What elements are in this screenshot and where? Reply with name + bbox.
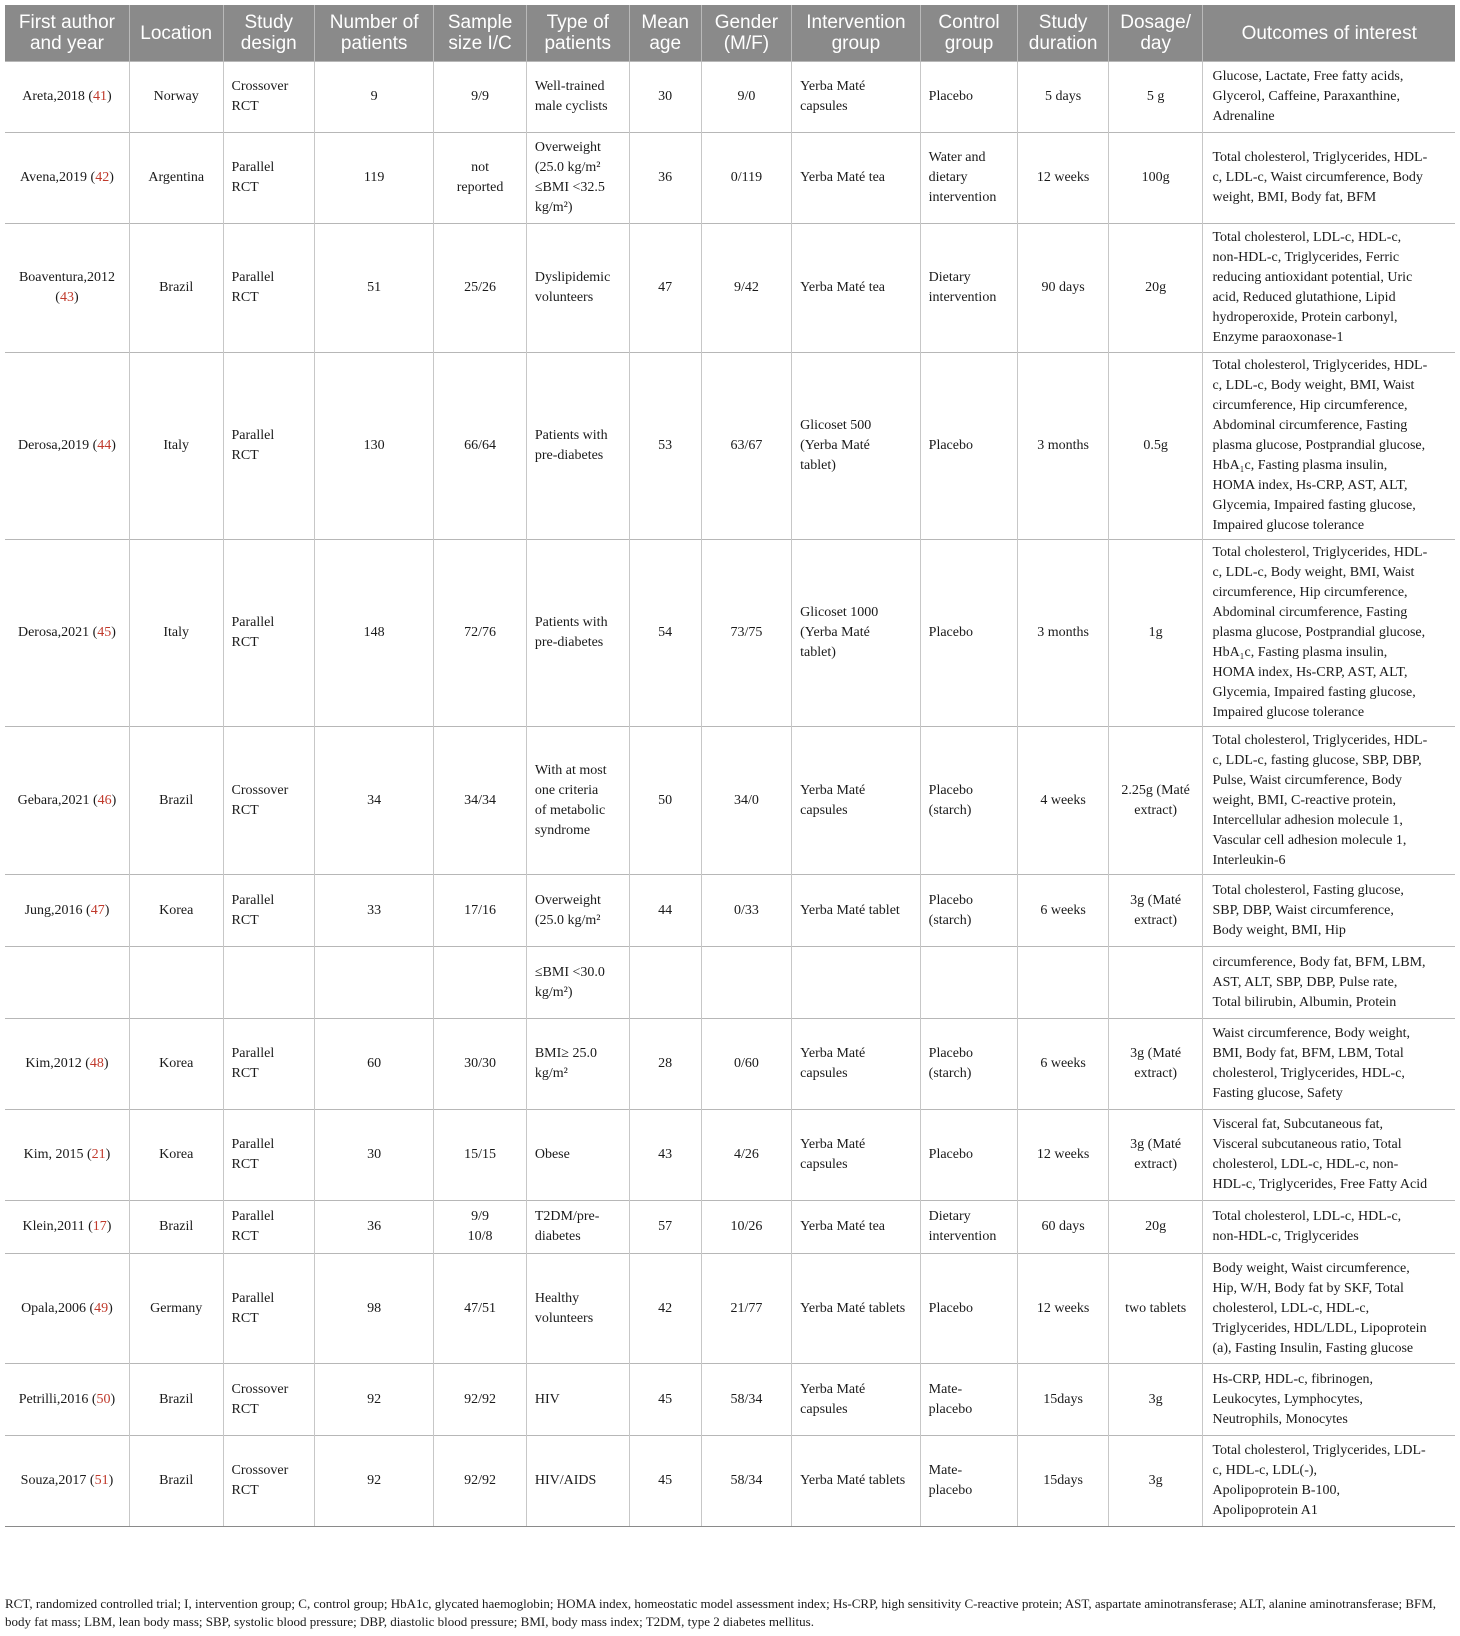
cell-intervention: Yerba Maté tablet: [792, 875, 921, 947]
cell-location: Italy: [129, 353, 223, 540]
cell-control: Placebo (starch): [920, 1019, 1018, 1110]
cell-duration: 6 weeks: [1018, 875, 1108, 947]
table-row: [5, 1364, 1455, 1436]
cell-sample-size: 15/15: [434, 1110, 527, 1201]
cell-duration: 90 days: [1018, 224, 1108, 353]
cell-control: Placebo: [920, 540, 1018, 727]
cell-design: Crossover RCT: [223, 1436, 315, 1527]
cell-mean-age: 54: [629, 540, 701, 727]
cell-sample-size: 72/76: [434, 540, 527, 727]
cell-mean-age: 47: [629, 224, 701, 353]
cell-author: Jung,2016 (47): [5, 875, 129, 947]
cell-intervention: Yerba Maté capsules: [792, 727, 921, 875]
cell-mean-age: [629, 947, 701, 1019]
cell-mean-age: 43: [629, 1110, 701, 1201]
cell-patient-type: ≤BMI <30.0 kg/m²): [526, 947, 629, 1019]
cell-patients: 92: [315, 1364, 434, 1436]
cell-control: Mate- placebo: [920, 1436, 1018, 1527]
cell-sample-size: 66/64: [434, 353, 527, 540]
author-year: Souza,2017: [20, 1473, 87, 1488]
cell-control: Placebo (starch): [920, 727, 1018, 875]
cell-gender: 0/60: [701, 1019, 791, 1110]
author-year: Klein,2011: [22, 1219, 85, 1234]
cell-control: Placebo (starch): [920, 875, 1018, 947]
cell-author: Derosa,2019 (44): [5, 353, 129, 540]
cell-outcomes: Visceral fat, Subcutaneous fat, Visceral subcutaneous ratio, Total cholesterol, LDL-c, HDL-c, non- HDL-c, Triglycerides, Free Fatty Acid: [1203, 1110, 1455, 1201]
cell-mean-age: 45: [629, 1364, 701, 1436]
cell-gender: 58/34: [701, 1364, 791, 1436]
cell-sample-size: [434, 947, 527, 1019]
cell-intervention: Yerba Maté capsules: [792, 62, 921, 133]
col-header-sample-size: Sample size I/C: [434, 5, 527, 62]
cell-mean-age: 30: [629, 62, 701, 133]
cell-outcomes: circumference, Body fat, BFM, LBM, AST, ALT, SBP, DBP, Pulse rate, Total bilirubin, Albumin, Protein: [1203, 947, 1455, 1019]
cell-design: [223, 947, 315, 1019]
cell-location: Brazil: [129, 727, 223, 875]
cell-patient-type: BMI≥ 25.0 kg/m²: [526, 1019, 629, 1110]
author-year: Kim,2012: [25, 1056, 82, 1071]
cell-patients: 148: [315, 540, 434, 727]
reference-link[interactable]: 43: [59, 290, 74, 305]
cell-duration: 15days: [1018, 1436, 1108, 1527]
cell-dosage: 3g (Maté extract): [1108, 1019, 1203, 1110]
reference-link[interactable]: 21: [91, 1147, 106, 1162]
cell-mean-age: 44: [629, 875, 701, 947]
cell-outcomes: Hs-CRP, HDL-c, fibrinogen, Leukocytes, Lymphocytes, Neutrophils, Monocytes: [1203, 1364, 1455, 1436]
cell-intervention: Yerba Maté tablets: [792, 1436, 921, 1527]
cell-intervention: Yerba Maté tablets: [792, 1254, 921, 1364]
cell-duration: 4 weeks: [1018, 727, 1108, 875]
cell-dosage: 100g: [1108, 133, 1203, 224]
cell-location: Italy: [129, 540, 223, 727]
cell-author: Kim, 2015 (21): [5, 1110, 129, 1201]
cell-control: Water and dietary intervention: [920, 133, 1018, 224]
cell-duration: 12 weeks: [1018, 133, 1108, 224]
cell-gender: 9/0: [701, 62, 791, 133]
cell-patient-type: T2DM/pre- diabetes: [526, 1201, 629, 1254]
cell-outcomes: Total cholesterol, LDL-c, HDL-c, non-HDL-c, Triglycerides, Ferric reducing antioxidant potential, Uric acid, Reduced glutathione, Lipid hydroperoxide, Protein carbonyl, Enzyme paraoxonase-1: [1203, 224, 1455, 353]
cell-patients: 34: [315, 727, 434, 875]
cell-outcomes: Total cholesterol, Triglycerides, HDL- c, LDL-c, fasting glucose, SBP, DBP, Pulse, Waist circumference, Body weight, BMI, C-reactive protein, Intercellular adhesion molecule 1, Vascular cell adhesion molecule 1, Interleukin-6: [1203, 727, 1455, 875]
cell-mean-age: 57: [629, 1201, 701, 1254]
cell-gender: 63/67: [701, 353, 791, 540]
cell-outcomes: Total cholesterol, Triglycerides, HDL- c, LDL-c, Body weight, BMI, Waist circumference, Hip circumference, Abdominal circumference, Fasting plasma glucose, Postprandial glucose, HbA₁c, Fasting plasma insulin, HOMA index, Hs-CRP, AST, ALT, Glycemia, Impaired fasting glucose, Impaired glucose tolerance: [1203, 540, 1455, 727]
cell-gender: 73/75: [701, 540, 791, 727]
table-row: [5, 727, 1455, 875]
cell-author: Petrilli,2016 (50): [5, 1364, 129, 1436]
reference-link[interactable]: 44: [97, 438, 112, 453]
cell-duration: [1018, 947, 1108, 1019]
cell-sample-size: 9/9 10/8: [434, 1201, 527, 1254]
cell-outcomes: Total cholesterol, Fasting glucose, SBP, DBP, Waist circumference, Body weight, BMI, Hip: [1203, 875, 1455, 947]
cell-intervention: Yerba Maté tea: [792, 224, 921, 353]
cell-dosage: [1108, 947, 1203, 1019]
cell-design: Parallel RCT: [223, 133, 315, 224]
cell-outcomes: Waist circumference, Body weight, BMI, Body fat, BFM, LBM, Total cholesterol, Triglycerides, HDL-c, Fasting glucose, Safety: [1203, 1019, 1455, 1110]
cell-control: [920, 947, 1018, 1019]
cell-author: Derosa,2021 (45): [5, 540, 129, 727]
cell-patient-type: Patients with pre-diabetes: [526, 353, 629, 540]
cell-sample-size: 30/30: [434, 1019, 527, 1110]
cell-dosage: 20g: [1108, 224, 1203, 353]
table-row: [5, 133, 1455, 224]
cell-intervention: Yerba Maté capsules: [792, 1110, 921, 1201]
col-header-design: Study design: [223, 5, 315, 62]
cell-patients: 98: [315, 1254, 434, 1364]
cell-author: Gebara,2021 (46): [5, 727, 129, 875]
table-row: [5, 353, 1455, 540]
cell-sample-size: 25/26: [434, 224, 527, 353]
cell-gender: 58/34: [701, 1436, 791, 1527]
cell-location: Argentina: [129, 133, 223, 224]
author-year: Kim, 2015: [23, 1147, 84, 1162]
cell-design: Parallel RCT: [223, 875, 315, 947]
cell-intervention: Yerba Maté tea: [792, 133, 921, 224]
reference-link[interactable]: 50: [96, 1391, 111, 1407]
cell-location: Brazil: [129, 1436, 223, 1527]
reference-link[interactable]: 51: [94, 1473, 109, 1488]
author-year: Petrilli,2016: [18, 1391, 89, 1407]
cell-dosage: 1g: [1108, 540, 1203, 727]
reference-link[interactable]: 41: [93, 89, 107, 104]
cell-intervention: Glicoset 500 (Yerba Maté tablet): [792, 353, 921, 540]
cell-mean-age: 42: [629, 1254, 701, 1364]
cell-control: Placebo: [920, 1254, 1018, 1364]
cell-mean-age: 28: [629, 1019, 701, 1110]
cell-duration: 60 days: [1018, 1201, 1108, 1254]
cell-design: Crossover RCT: [223, 62, 315, 133]
cell-design: Parallel RCT: [223, 1254, 315, 1364]
cell-mean-age: 36: [629, 133, 701, 224]
cell-sample-size: not reported: [434, 133, 527, 224]
cell-outcomes: Total cholesterol, Triglycerides, LDL- c, HDL-c, LDL(-), Apolipoprotein B-100, Apolipoprotein A1: [1203, 1436, 1455, 1527]
cell-location: Germany: [129, 1254, 223, 1364]
cell-location: Korea: [129, 875, 223, 947]
cell-dosage: 3g (Maté extract): [1108, 1110, 1203, 1201]
cell-control: Placebo: [920, 353, 1018, 540]
cell-patient-type: Overweight (25.0 kg/m² ≤BMI <32.5 kg/m²): [526, 133, 629, 224]
cell-gender: 0/33: [701, 875, 791, 947]
cell-author: Opala,2006 (49): [5, 1254, 129, 1364]
cell-sample-size: 47/51: [434, 1254, 527, 1364]
col-header-patient-type: Type of patients: [526, 5, 629, 62]
cell-intervention: Yerba Maté capsules: [792, 1019, 921, 1110]
cell-author: Avena,2019 (42): [5, 133, 129, 224]
cell-duration: 12 weeks: [1018, 1110, 1108, 1201]
col-header-author: First author and year: [5, 5, 129, 62]
reference-link[interactable]: 49: [94, 1300, 109, 1316]
cell-author: [5, 947, 129, 1019]
cell-patients: 92: [315, 1436, 434, 1527]
cell-patients: [315, 947, 434, 1019]
cell-patients: 36: [315, 1201, 434, 1254]
cell-duration: 12 weeks: [1018, 1254, 1108, 1364]
header-row: [5, 5, 1455, 62]
cell-patients: 60: [315, 1019, 434, 1110]
table-footnote: RCT, randomized controlled trial; I, intervention group; C, control group; HbA1c, glycated haemoglobin; HOMA index, homeostatic model assessment index; Hs-CRP, high sensitivity C-reactive protein; AST, aspartate aminotransferase; ALT, alanine aminotransferase; BFM, body fat mass; LBM, lean body mass; SBP, systolic blood pressure; DBP, diastolic blood pressure; BMI, body mass index; T2DM, type 2 diabetes mellitus.: [5, 1596, 1437, 1629]
cell-sample-size: 92/92: [434, 1364, 527, 1436]
cell-mean-age: 45: [629, 1436, 701, 1527]
table-row: [5, 875, 1455, 947]
cell-patient-type: Patients with pre-diabetes: [526, 540, 629, 727]
cell-mean-age: 53: [629, 353, 701, 540]
cell-author: Boaventura,2012 (43): [5, 224, 129, 353]
cell-patients: 119: [315, 133, 434, 224]
cell-design: Parallel RCT: [223, 540, 315, 727]
author-year: Boaventura,2012: [18, 270, 115, 285]
cell-intervention: Yerba Maté tea: [792, 1201, 921, 1254]
table-body: [5, 62, 1455, 1527]
col-header-mean-age: Mean age: [629, 5, 701, 62]
reference-link[interactable]: 42: [95, 170, 110, 185]
cell-design: Crossover RCT: [223, 727, 315, 875]
cell-design: Crossover RCT: [223, 1364, 315, 1436]
cell-control: Dietary intervention: [920, 224, 1018, 353]
table-row: [5, 224, 1455, 353]
cell-patients: 9: [315, 62, 434, 133]
cell-dosage: 5 g: [1108, 62, 1203, 133]
cell-sample-size: 17/16: [434, 875, 527, 947]
table-row: [5, 1019, 1455, 1110]
cell-dosage: two tablets: [1108, 1254, 1203, 1364]
cell-location: Brazil: [129, 224, 223, 353]
cell-control: Mate- placebo: [920, 1364, 1018, 1436]
cell-gender: 0/119: [701, 133, 791, 224]
cell-location: Brazil: [129, 1364, 223, 1436]
cell-gender: 34/0: [701, 727, 791, 875]
cell-design: Parallel RCT: [223, 1110, 315, 1201]
cell-design: Parallel RCT: [223, 353, 315, 540]
cell-intervention: Yerba Maté capsules: [792, 1364, 921, 1436]
cell-design: Parallel RCT: [223, 1201, 315, 1254]
cell-gender: [701, 947, 791, 1019]
cell-patient-type: Dyslipidemic volunteers: [526, 224, 629, 353]
reference-link[interactable]: 17: [92, 1219, 107, 1234]
cell-patients: 130: [315, 353, 434, 540]
cell-dosage: 0.5g: [1108, 353, 1203, 540]
author-year: Derosa,2019: [17, 438, 90, 453]
col-header-patients: Number of patients: [315, 5, 434, 62]
cell-duration: 3 months: [1018, 353, 1108, 540]
cell-patient-type: Overweight (25.0 kg/m²: [526, 875, 629, 947]
cell-control: Dietary intervention: [920, 1201, 1018, 1254]
author-year: Avena,2019: [20, 170, 88, 185]
cell-location: [129, 947, 223, 1019]
cell-outcomes: Total cholesterol, Triglycerides, HDL- c, LDL-c, Body weight, BMI, Waist circumference, Hip circumference, Abdominal circumference, Fasting plasma glucose, Postprandial glucose, HbA₁c, Fasting plasma insulin, HOMA index, Hs-CRP, AST, ALT, Glycemia, Impaired fasting glucose, Impaired glucose tolerance: [1203, 353, 1455, 540]
cell-duration: 3 months: [1018, 540, 1108, 727]
cell-control: Placebo: [920, 1110, 1018, 1201]
cell-patients: 30: [315, 1110, 434, 1201]
cell-location: Korea: [129, 1019, 223, 1110]
col-header-control: Control group: [920, 5, 1018, 62]
cell-dosage: 3g (Maté extract): [1108, 875, 1203, 947]
cell-duration: 6 weeks: [1018, 1019, 1108, 1110]
cell-gender: 9/42: [701, 224, 791, 353]
cell-patient-type: HIV/AIDS: [526, 1436, 629, 1527]
cell-outcomes: Total cholesterol, LDL-c, HDL-c, non-HDL-c, Triglycerides: [1203, 1201, 1455, 1254]
cell-gender: 10/26: [701, 1201, 791, 1254]
cell-location: Korea: [129, 1110, 223, 1201]
cell-outcomes: Total cholesterol, Triglycerides, HDL- c, LDL-c, Waist circumference, Body weight, BMI, Body fat, BFM: [1203, 133, 1455, 224]
cell-dosage: 3g: [1108, 1436, 1203, 1527]
cell-outcomes: Body weight, Waist circumference, Hip, W/H, Body fat by SKF, Total cholesterol, LDL-c, HDL-c, Triglycerides, HDL/LDL, Lipoprotein (a), Fasting Insulin, Fasting glucose: [1203, 1254, 1455, 1364]
cell-location: Norway: [129, 62, 223, 133]
cell-design: Parallel RCT: [223, 224, 315, 353]
cell-author: Souza,2017 (51): [5, 1436, 129, 1527]
cell-dosage: 3g: [1108, 1364, 1203, 1436]
author-year: Derosa,2021: [17, 625, 90, 640]
table-row: [5, 1110, 1455, 1201]
cell-patient-type: Obese: [526, 1110, 629, 1201]
cell-mean-age: 50: [629, 727, 701, 875]
cell-patient-type: With at most one criteria of metabolic syndrome: [526, 727, 629, 875]
cell-sample-size: 92/92: [434, 1436, 527, 1527]
cell-gender: 21/77: [701, 1254, 791, 1364]
cell-outcomes: Glucose, Lactate, Free fatty acids, Glycerol, Caffeine, Paraxanthine, Adrenaline: [1203, 62, 1455, 133]
cell-dosage: 20g: [1108, 1201, 1203, 1254]
reference-link[interactable]: 48: [89, 1056, 104, 1071]
cell-patient-type: Healthy volunteers: [526, 1254, 629, 1364]
table-row: [5, 62, 1455, 133]
author-year: Opala,2006: [21, 1300, 86, 1316]
table-row: [5, 947, 1455, 1019]
cell-author: Kim,2012 (48): [5, 1019, 129, 1110]
table-row: [5, 1201, 1455, 1254]
cell-author: Areta,2018 (41): [5, 62, 129, 133]
cell-patient-type: HIV: [526, 1364, 629, 1436]
cell-author: Klein,2011 (17): [5, 1201, 129, 1254]
cell-duration: 15days: [1018, 1364, 1108, 1436]
col-header-outcomes: Outcomes of interest: [1203, 5, 1455, 62]
reference-link[interactable]: 47: [90, 902, 105, 918]
col-header-gender: Gender (M/F): [701, 5, 791, 62]
cell-control: Placebo: [920, 62, 1018, 133]
cell-gender: 4/26: [701, 1110, 791, 1201]
col-header-dosage: Dosage/ day: [1108, 5, 1203, 62]
table-row: [5, 1436, 1455, 1527]
cell-design: Parallel RCT: [223, 1019, 315, 1110]
author-year: Jung,2016: [24, 902, 83, 918]
col-header-intervention: Intervention group: [792, 5, 921, 62]
col-header-duration: Study duration: [1018, 5, 1108, 62]
author-year: Areta,2018: [22, 89, 85, 104]
cell-patients: 51: [315, 224, 434, 353]
cell-patient-type: Well-trained male cyclists: [526, 62, 629, 133]
reference-link[interactable]: 46: [97, 792, 112, 808]
cell-intervention: [792, 947, 921, 1019]
cell-duration: 5 days: [1018, 62, 1108, 133]
col-header-location: Location: [129, 5, 223, 62]
cell-patients: 33: [315, 875, 434, 947]
cell-sample-size: 34/34: [434, 727, 527, 875]
cell-dosage: 2.25g (Maté extract): [1108, 727, 1203, 875]
table-row: [5, 1254, 1455, 1364]
author-year: Gebara,2021: [17, 792, 90, 808]
study-characteristics-table: [5, 5, 1455, 1527]
cell-sample-size: 9/9: [434, 62, 527, 133]
table-row: [5, 540, 1455, 727]
cell-location: Brazil: [129, 1201, 223, 1254]
reference-link[interactable]: 45: [97, 625, 112, 640]
cell-intervention: Glicoset 1000 (Yerba Maté tablet): [792, 540, 921, 727]
